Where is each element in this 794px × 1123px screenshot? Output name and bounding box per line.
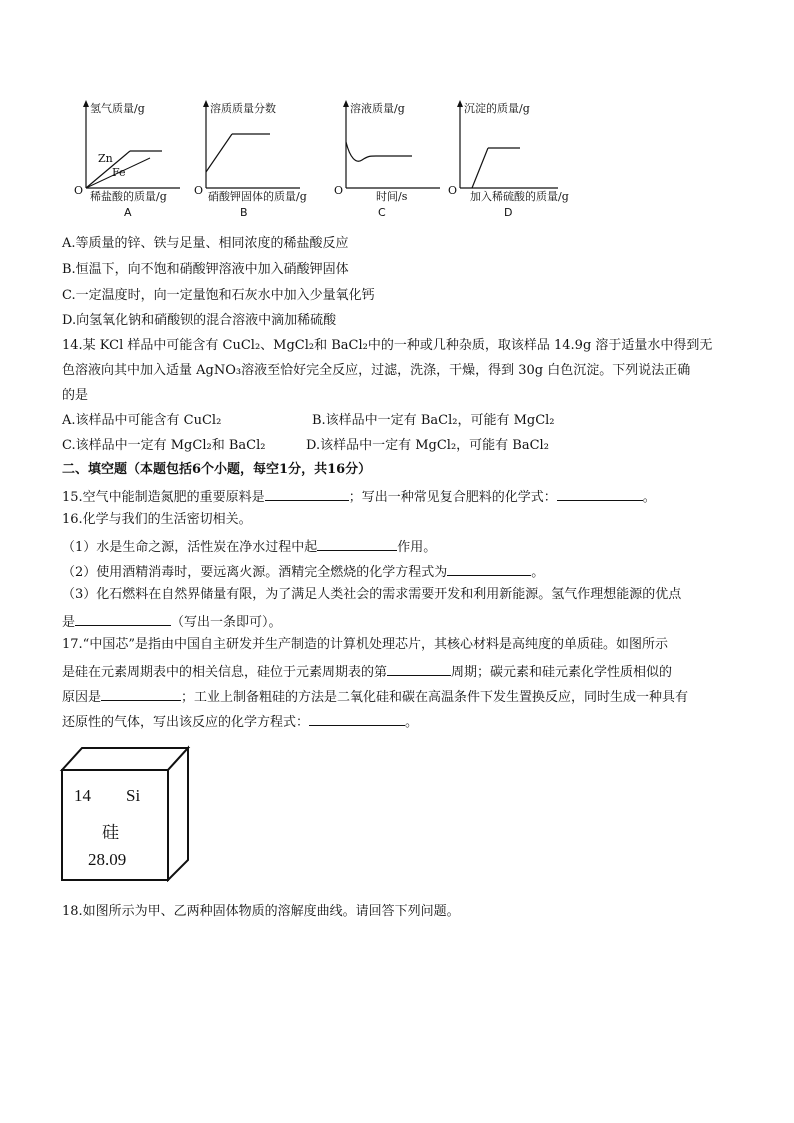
graph-d [446, 96, 569, 226]
q13-option-a: A.等质量的锌、铁与足量、相同浓度的稀盐酸反应 [62, 236, 349, 251]
q16-part2-text-b: 。 [531, 565, 545, 580]
q15-blank-2[interactable] [557, 487, 643, 501]
graph-d-origin: O [448, 184, 458, 197]
q17-line4-text-b: 。 [405, 715, 419, 730]
q15-text-c: 。 [642, 490, 656, 505]
graph-a-id: A [124, 206, 132, 219]
q14-option-a: A.该样品中可能含有 CuCl₂ [62, 413, 222, 428]
q17-line4 [62, 712, 418, 731]
q17-line3-text-a: 原因是 [62, 690, 102, 705]
q14-option-d: D.该样品中一定有 MgCl₂，可能有 BaCl₂ [306, 438, 549, 453]
q17-line2-text-a: 是硅在元素周期表中的相关信息，硅位于元素周期表的第 [62, 665, 388, 680]
graph-a-ylabel: 氢气质量/g [90, 102, 145, 115]
q15-blank-1[interactable] [265, 487, 349, 501]
graph-a-zn-label: Zn [98, 152, 113, 165]
graph-c-origin: O [334, 184, 344, 197]
silicon-element-cube [56, 742, 196, 882]
graph-d-id: D [504, 206, 513, 219]
q16-part1-blank[interactable] [317, 537, 397, 551]
q17-blank-reason[interactable] [101, 687, 181, 701]
q13-option-c: C.一定温度时，向一定量饱和石灰水中加入少量氧化钙 [62, 288, 375, 303]
section-2-heading: 二、填空题（本题包括6个小题，每空1分，共16分） [62, 462, 372, 477]
element-name: 硅 [102, 823, 119, 843]
q14-option-c: C.该样品中一定有 MgCl₂和 BaCl₂ [62, 438, 266, 453]
q15 [62, 487, 656, 506]
q16-part2-blank[interactable] [447, 562, 531, 576]
q17-line3 [62, 687, 688, 706]
graph-b-id: B [240, 206, 248, 219]
graph-b [192, 96, 307, 226]
element-atomic-number: 14 [74, 786, 91, 805]
q14-stem-line3: 的是 [62, 388, 89, 403]
element-atomic-mass: 28.09 [88, 850, 127, 869]
graph-c [332, 96, 447, 226]
q13-option-d: D.向氢氧化钠和硝酸钡的混合溶液中滴加稀硫酸 [62, 313, 337, 328]
q13-option-b: B.恒温下，向不饱和硝酸钾溶液中加入硝酸钾固体 [62, 262, 349, 277]
graph-b-ylabel: 溶质质量分数 [210, 102, 276, 115]
q16-part3-blank[interactable] [75, 612, 171, 626]
graph-d-xlabel: 加入稀硫酸的质量/g [470, 190, 569, 203]
q17-line3-text-b: ；工业上制备粗硅的方法是二氧化硅和碳在高温条件下发生置换反应，同时生成一种具有 [181, 690, 689, 705]
q16-part3-line1: （3）化石燃料在自然界储量有限，为了满足人类社会的需求需要开发和利用新能源。氢气作理想能源的优点 [62, 587, 682, 602]
q17-line2-text-b: 周期；碳元素和硅元素化学性质相似的 [451, 665, 673, 680]
q16-intro: 16.化学与我们的生活密切相关。 [62, 512, 252, 527]
q17-blank-period[interactable] [387, 662, 451, 676]
graph-c-xlabel: 时间/s [376, 190, 408, 203]
element-symbol: Si [126, 786, 141, 805]
q16-part2-text-a: （2）使用酒精消毒时，要远离火源。酒精完全燃烧的化学方程式为 [62, 565, 448, 580]
graph-b-xlabel: 硝酸钾固体的质量/g [208, 190, 307, 203]
q15-text-b: ；写出一种常见复合肥料的化学式： [348, 490, 557, 505]
q16-part1 [62, 537, 436, 556]
graph-c-id: C [378, 206, 386, 219]
q16-part2 [62, 562, 544, 581]
q14-stem-line2: 色溶液向其中加入适量 AgNO₃溶液至恰好完全反应，过滤，洗涤，干燥，得到 30g 白色沉淀。下列说法正确 [62, 363, 691, 378]
q16-part1-text-a: （1）水是生命之源，活性炭在净水过程中起 [62, 540, 318, 555]
graph-a-origin: O [74, 184, 84, 197]
graph-b-origin: O [194, 184, 204, 197]
graph-c-ylabel: 溶液质量/g [350, 102, 405, 115]
q14-option-b: B.该样品中一定有 BaCl₂，可能有 MgCl₂ [312, 413, 555, 428]
graph-a [72, 96, 187, 226]
q16-part1-text-b: 作用。 [397, 540, 437, 555]
q17-blank-equation[interactable] [309, 712, 405, 726]
q18-stem: 18.如图所示为甲、乙两种固体物质的溶解度曲线。请回答下列问题。 [62, 904, 460, 919]
question-13-graphs [62, 96, 582, 226]
q16-part3-text-b: 是 [62, 615, 76, 630]
graph-d-ylabel: 沉淀的质量/g [464, 102, 530, 115]
graph-a-fe-label: Fe [112, 166, 126, 179]
q14-stem-line1: 14.某 KCl 样品中可能含有 CuCl₂、MgCl₂和 BaCl₂中的一种或几种杂质，取该样品 14.9g 溶于适量水中得到无 [62, 338, 713, 353]
q17-line4-text-a: 还原性的气体，写出该反应的化学方程式： [62, 715, 310, 730]
q17-line1: 17.“中国芯”是指由中国自主研发并生产制造的计算机处理芯片，其核心材料是高纯度的单质硅。如图所示 [62, 637, 668, 652]
q16-part3-text-c: （写出一条即可）。 [171, 615, 282, 630]
q17-line2 [62, 662, 672, 681]
graph-a-xlabel: 稀盐酸的质量/g [90, 190, 167, 203]
q16-part3-line2 [62, 612, 282, 631]
q15-text-a: 15.空气中能制造氮肥的重要原料是 [62, 490, 265, 505]
